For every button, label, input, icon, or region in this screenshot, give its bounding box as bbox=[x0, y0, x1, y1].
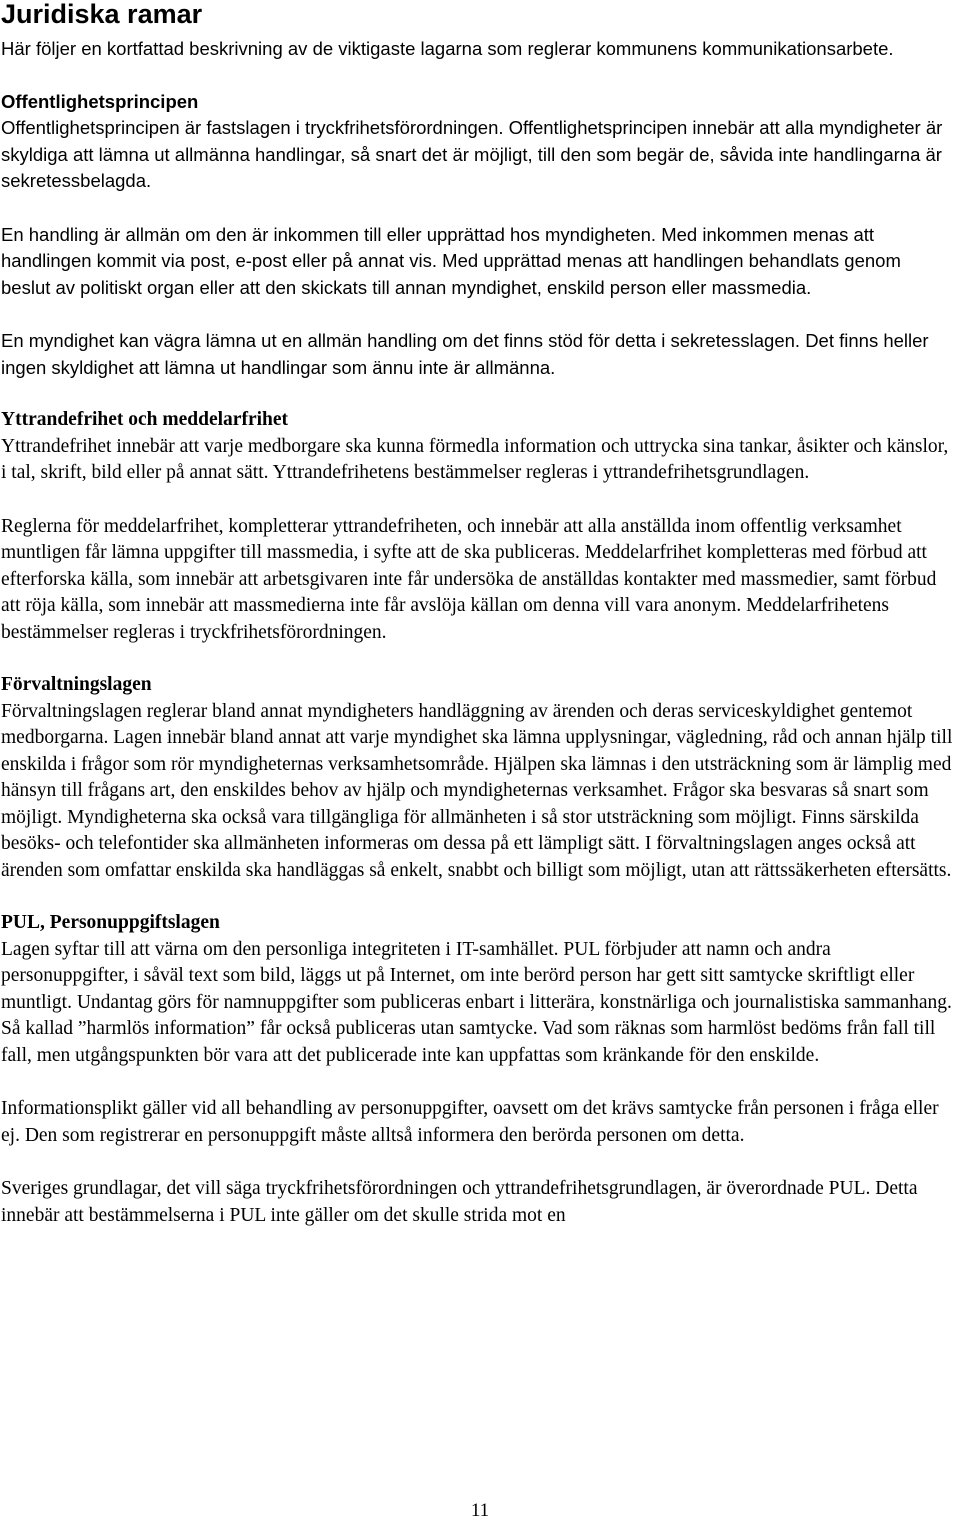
section-heading: Yttrandefrihet och meddelarfrihet bbox=[1, 409, 289, 430]
paragraph: Förvaltningslagen reglerar bland annat myndigheters handläggning av ärenden och deras serviceskyldighet gentemot medborgarna. Lagen innebär bland annat att varje myndighet ska lämna upplysningar, vägledning, råd och annan hjälp till enskilda i frågor som rör myndigheternas verksamhetsområde. Hjälpen ska lämnas i den utsträckning som är lämplig med hänsyn till frågans art, den enskildes behov av hjälp och myndigheternas verksamhet. Frågor ska besvaras så snart som möjligt. Myndigheterna ska också vara tillgängliga för allmänheten i så stor utsträckning som möjligt. Finns särskilda besöks- och telefontider ska allmänheten informeras om dessa på ett lämpligt sätt. I förvaltningslagen anges också att ärenden som omfattar enskilda ska handläggas så enkelt, snabbt och billigt som möjligt, utan att rättssäkerheten eftersätts. bbox=[1, 700, 953, 881]
section-heading: Offentlighetsprincipen bbox=[1, 90, 199, 112]
page-number: 11 bbox=[470, 1500, 490, 1521]
paragraph: En handling är allmän om den är inkommen till eller upprättad hos myndigheten. Med inkommen menas att handlingen kommit via post, e-post eller på annat vis. Med upprättad menas att handlingen behandlats genom beslut av politiskt organ eller att den skickats till annan myndighet, enskild person eller massmedia. bbox=[1, 223, 901, 298]
paragraph: Reglerna för meddelarfrihet, kompletterar yttrandefriheten, och innebär att alla anställda inom offentlig verksamhet muntligen får lämna uppgifter till massmedia, i syfte att de ska publiceras. Meddelarfrihet kompletteras med förbud att efterforska källa, som innebär att arbetsgivaren inte får undersöka de anställdas kontakter med massmedier, samt förbud att röja källa, som innebär att massmedierna inte får avslöja källan om denna vill vara anonym. Meddelarfrihetens bestämmelser regleras i tryckfrihetsförordningen. bbox=[1, 515, 937, 643]
section-heading: PUL, Personuppgiftslagen bbox=[1, 912, 220, 933]
paragraph: Lagen syftar till att värna om den personliga integriteten i IT-samhället. PUL förbjuder att namn och andra personuppgifter, i såväl text som bild, läggs ut på Internet, om inte berörd person har gett sitt samtycke skriftligt eller muntligt. Undantag görs för namnuppgifter som publiceras enbart i litterära, konstnärliga och journalistiska sammanhang. Så kallad ”harmlös information” får också publiceras utan samtycke. Vad som räknas som harmlöst bedöms från fall till fall, men utgångspunkten bör vara att det publicerade inte kan uppfattas som kränkande för den enskilde. bbox=[1, 938, 952, 1066]
section-offentlighetsprincipen bbox=[1, 89, 954, 382]
paragraph: Yttrandefrihet innebär att varje medborgare ska kunna förmedla information och uttrycka sina tankar, åsikter och känslor, i tal, skrift, bild eller på annat sätt. Yttrandefrihetens bestämmelser regleras i yttrandefrihetsgrundlagen. bbox=[1, 435, 949, 483]
section-yttrandefrihet bbox=[1, 407, 954, 646]
section-pul bbox=[1, 910, 954, 1229]
intro-paragraph: Här följer en kortfattad beskrivning av de viktigaste lagarna som reglerar kommunens kommunikationsarbete. bbox=[1, 38, 894, 59]
paragraph: Sveriges grundlagar, det vill säga tryckfrihetsförordningen och yttrandefrihetsgrundlagen, är överordnade PUL. Detta innebär att bestämmelserna i PUL inte gäller om det skulle strida mot en bbox=[1, 1178, 918, 1226]
section-forvaltningslagen bbox=[1, 672, 954, 884]
paragraph: Offentlighetsprincipen är fastslagen i tryckfrihetsförordningen. Offentlighetsprincipen innebär att alla myndigheter är skyldiga att lämna ut allmänna handlingar, så snart det är möjligt, till den som begär de, såvida inte handlingarna är sekretessbelagda. bbox=[1, 117, 943, 191]
paragraph: Informationsplikt gäller vid all behandling av personuppgifter, oavsett om det krävs samtycke från personen i fråga eller ej. Den som registrerar en personuppgift måste alltså informera den berörda personen om detta. bbox=[1, 1098, 939, 1146]
page-title: Juridiska ramar bbox=[1, 0, 203, 29]
section-heading: Förvaltningslagen bbox=[1, 674, 152, 695]
paragraph: En myndighet kan vägra lämna ut en allmän handling om det finns stöd för detta i sekretesslagen. Det finns heller ingen skyldighet att lämna ut handlingar som ännu inte är allmänna. bbox=[1, 330, 929, 378]
